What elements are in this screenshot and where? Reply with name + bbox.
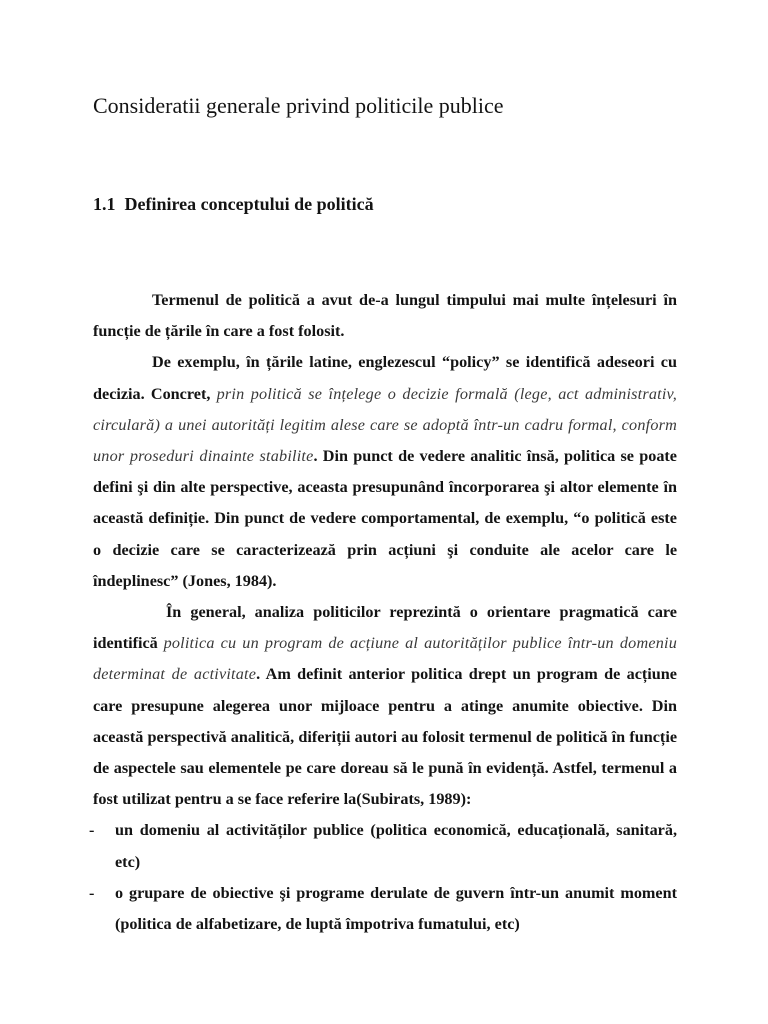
definition-list xyxy=(89,815,677,940)
paragraph-2 xyxy=(93,347,677,597)
paragraph-2-rest: . Din punct de vedere analitic însă, politica se poate defini şi din alte perspective, aceasta presupunând încorporarea şi altor elemente în această definiție. Din punct de vedere comportamental, de exemplu, “o politică este o decizie care se caracterizează prin acțiuni şi conduite ale acelor care le îndeplinesc” (Jones, 1984). xyxy=(93,447,677,590)
paragraph-3-intro: În general, analiza politicilor reprezintă o orientare pragmatică care identifică xyxy=(93,603,677,653)
section-heading: 1.1 Definirea conceptului de politică xyxy=(93,194,374,214)
paragraph-3-emphasis: termenul a fost utilizat pentru a se face referire la xyxy=(93,759,678,809)
paragraph-2-definition: prin politică se înțelege o decizie formală (lege, act administrativ, circulară) a unei autorități legitim alese care se adoptă într-un cadru formal, conform unor proseduri dinainte stabilite xyxy=(93,384,677,466)
paragraph-3-citation: (Subirats, 1989) xyxy=(356,790,466,809)
paragraph-2-intro: De exemplu, în țările latine, englezescul “policy” se identifică adeseori cu decizia. Concret, xyxy=(93,353,677,403)
list-item-text: un domeniu al activităților publice (politica economică, educațională, sanitară, etc) xyxy=(115,821,677,871)
paragraph-3-rest: . Am definit anterior politica drept un program de acțiune care presupune alegerea unor mijloace pentru a atinge anumite obiective. Din această perspectivă analitică, diferiții autori au folosit termenul de politică în funcție de aspectele sau elementele pe care doreau să le pună în evidență. Astfel, xyxy=(93,665,677,778)
paragraph-3-definition: politica cu un program de acțiune al autorităților publice într-un domeniu determinat de activitate xyxy=(93,634,678,684)
document-title: Consideratii generale privind politicile publice xyxy=(93,93,504,118)
dash-bullet: - xyxy=(89,821,95,840)
dash-bullet: - xyxy=(89,883,95,902)
paragraph-3 xyxy=(93,597,677,815)
list-item xyxy=(89,815,677,877)
paragraph-1: Termenul de politică a avut de-a lungul timpului mai multe înțelesuri în funcție de țările în care a fost folosit. xyxy=(93,291,677,341)
paragraph-3-colon: : xyxy=(466,790,472,809)
list-item xyxy=(89,878,677,940)
document-body xyxy=(89,285,678,940)
list-item-text: o grupare de obiective şi programe derulate de guvern într-un anumit moment (politica de alfabetizare, de luptă împotriva fumatului, etc) xyxy=(115,883,677,934)
